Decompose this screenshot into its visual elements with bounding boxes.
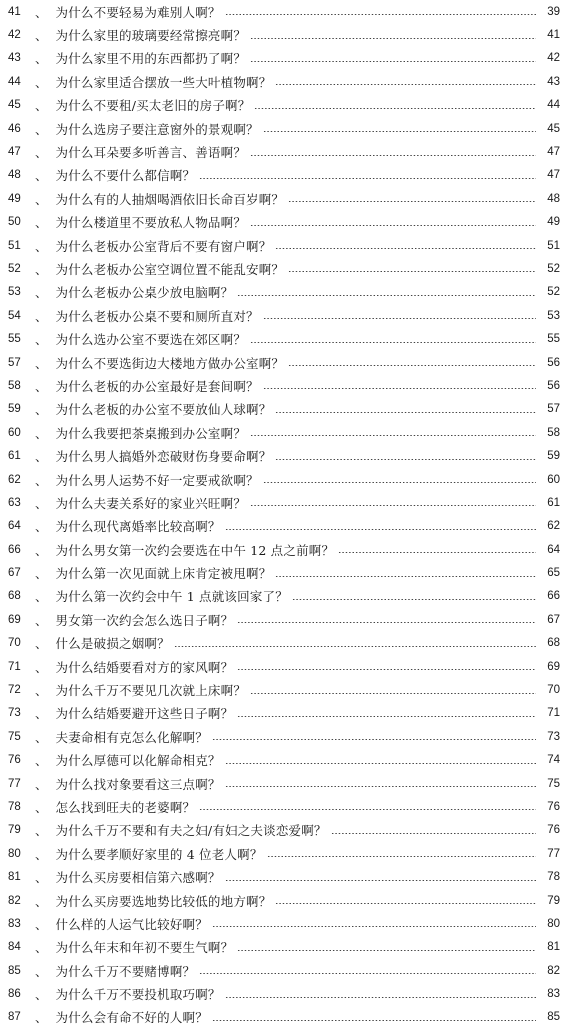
toc-entry-title[interactable]: 为什么男人搞婚外恋破财伤身要命啊？: [55, 449, 272, 465]
toc-dot-leader: [254, 108, 536, 109]
toc-entry-title[interactable]: 为什么第一次见面就上床肯定被甩啊？: [55, 566, 272, 582]
toc-entry[interactable]: [8, 23, 560, 46]
toc-entry[interactable]: [8, 702, 560, 725]
toc-entry-page-number: 44: [547, 99, 560, 112]
toc-dot-leader: [174, 646, 536, 647]
toc-entry[interactable]: [8, 70, 560, 93]
toc-dot-leader: [225, 529, 536, 530]
toc-entry-number: 68: [8, 590, 21, 603]
toc-entry-page-number: 64: [547, 543, 560, 556]
toc-entry-page-number: 73: [547, 730, 560, 743]
toc-entry[interactable]: [8, 936, 560, 959]
toc-entry-number: 54: [8, 309, 21, 322]
toc-entry-number: 76: [8, 754, 21, 767]
toc-entry-separator: 、: [35, 987, 48, 1003]
toc-entry-number: 49: [8, 192, 21, 205]
toc-entry[interactable]: [8, 585, 560, 608]
toc-entry-page-number: 56: [547, 356, 560, 369]
toc-dot-leader: [250, 225, 536, 226]
toc-entry-title[interactable]: 夫妻命相有克怎么化解啊？: [55, 729, 208, 745]
toc-dot-leader: [237, 716, 536, 717]
toc-entry-number: 52: [8, 262, 21, 275]
toc-dot-leader: [199, 973, 536, 974]
toc-entry-separator: 、: [35, 74, 48, 90]
toc-entry[interactable]: [8, 1006, 560, 1029]
toc-dot-leader: [237, 669, 536, 670]
toc-entry-number: 63: [8, 496, 21, 509]
toc-entry[interactable]: [8, 912, 560, 935]
toc-dot-leader: [225, 14, 536, 15]
toc-entry[interactable]: [8, 234, 560, 257]
toc-entry-separator: 、: [35, 285, 48, 301]
toc-dot-leader: [263, 131, 536, 132]
toc-entry-separator: 、: [35, 963, 48, 979]
toc-entry[interactable]: [8, 444, 560, 467]
toc-entry-title[interactable]: 为什么我要把茶桌搬到办公室啊？: [55, 425, 247, 441]
toc-entry-title[interactable]: 为什么第一次约会中午 1 点就该回家了？: [55, 589, 288, 605]
toc-entry-number: 57: [8, 356, 21, 369]
toc-entry[interactable]: [8, 491, 560, 514]
toc-entry[interactable]: [8, 327, 560, 350]
toc-entry-title[interactable]: 为什么千万不要投机取巧啊？: [55, 987, 221, 1003]
toc-entry-page-number: 80: [547, 917, 560, 930]
toc-entry-page-number: 43: [547, 75, 560, 88]
toc-dot-leader: [225, 786, 536, 787]
toc-entry-separator: 、: [35, 98, 48, 114]
toc-entry[interactable]: [8, 561, 560, 584]
toc-entry-separator: 、: [35, 753, 48, 769]
toc-entry-number: 87: [8, 1011, 21, 1024]
toc-entry-page-number: 74: [547, 754, 560, 767]
toc-entry-separator: 、: [35, 332, 48, 348]
toc-entry-number: 44: [8, 75, 21, 88]
toc-entry[interactable]: [8, 468, 560, 491]
toc-entry-title[interactable]: 为什么老板办公室背后不要有窗户啊？: [55, 238, 272, 254]
toc-entry-page-number: 49: [547, 216, 560, 229]
toc-entry-page-number: 59: [547, 450, 560, 463]
toc-entry-title[interactable]: 为什么楼道里不要放私人物品啊？: [55, 215, 247, 231]
toc-entry-page-number: 45: [547, 122, 560, 135]
toc-entry-page-number: 41: [547, 29, 560, 42]
toc-entry-title[interactable]: 为什么买房要相信第六感啊？: [55, 870, 221, 886]
toc-entry-separator: 、: [35, 402, 48, 418]
toc-entry-separator: 、: [35, 191, 48, 207]
toc-entry-number: 48: [8, 169, 21, 182]
toc-entry-page-number: 76: [547, 824, 560, 837]
toc-entry-title[interactable]: 为什么厚德可以化解命相克？: [55, 753, 221, 769]
toc-entry-number: 41: [8, 5, 21, 18]
toc-entry[interactable]: [8, 398, 560, 421]
toc-entry[interactable]: [8, 889, 560, 912]
toc-entry-number: 69: [8, 613, 21, 626]
toc-entry-title[interactable]: 为什么要孝顺好家里的 4 位老人啊？: [55, 846, 263, 862]
toc-entry-page-number: 52: [547, 286, 560, 299]
toc-entry-title[interactable]: 为什么选房子要注意窗外的景观啊？: [55, 121, 259, 137]
toc-entry-number: 60: [8, 426, 21, 439]
toc-entry-number: 72: [8, 684, 21, 697]
toc-entry-separator: 、: [35, 636, 48, 652]
toc-entry[interactable]: [8, 842, 560, 865]
toc-entry-title[interactable]: 为什么夫妻关系好的家业兴旺啊？: [55, 495, 247, 511]
toc-entry-number: 80: [8, 847, 21, 860]
toc-entry-number: 45: [8, 99, 21, 112]
toc-entry[interactable]: [8, 164, 560, 187]
toc-entry[interactable]: [8, 632, 560, 655]
toc-entry-separator: 、: [35, 799, 48, 815]
toc-entry[interactable]: [8, 374, 560, 397]
toc-entry-separator: 、: [35, 893, 48, 909]
toc-entry-separator: 、: [35, 519, 48, 535]
toc-dot-leader: [225, 997, 536, 998]
toc-entry-separator: 、: [35, 683, 48, 699]
toc-dot-leader: [212, 926, 536, 927]
toc-entry[interactable]: [8, 982, 560, 1005]
toc-entry-title[interactable]: 为什么结婚要看对方的家风啊？: [55, 659, 234, 675]
table-of-contents: [8, 0, 560, 1026]
toc-entry[interactable]: [8, 421, 560, 444]
toc-entry-number: 86: [8, 988, 21, 1001]
toc-entry-number: 43: [8, 52, 21, 65]
toc-entry-number: 67: [8, 567, 21, 580]
toc-entry-page-number: 68: [547, 637, 560, 650]
toc-dot-leader: [275, 459, 536, 460]
toc-entry-page-number: 75: [547, 777, 560, 790]
toc-dot-leader: [288, 365, 536, 366]
toc-entry-page-number: 81: [547, 941, 560, 954]
toc-entry-page-number: 51: [547, 239, 560, 252]
toc-entry[interactable]: [8, 0, 560, 23]
toc-entry-number: 85: [8, 964, 21, 977]
toc-entry-number: 62: [8, 473, 21, 486]
toc-entry-title[interactable]: 为什么结婚要避开这些日子啊？: [55, 706, 234, 722]
toc-entry-title[interactable]: 怎么找到旺夫的老婆啊？: [55, 799, 196, 815]
toc-entry[interactable]: [8, 678, 560, 701]
toc-entry-title[interactable]: 为什么不要轻易为难别人啊？: [55, 4, 221, 20]
toc-entry[interactable]: [8, 772, 560, 795]
toc-entry-separator: 、: [35, 215, 48, 231]
toc-entry-title[interactable]: 什么是破损之姻啊？: [55, 636, 170, 652]
toc-entry-separator: 、: [35, 51, 48, 67]
toc-entry-title[interactable]: 为什么家里的玻璃要经常擦亮啊？: [55, 28, 247, 44]
toc-entry[interactable]: [8, 304, 560, 327]
toc-entry-number: 82: [8, 894, 21, 907]
toc-entry-page-number: 66: [547, 590, 560, 603]
toc-entry-title[interactable]: 为什么不要租/买太老旧的房子啊？: [55, 98, 251, 114]
toc-dot-leader: [267, 856, 536, 857]
toc-entry[interactable]: [8, 538, 560, 561]
toc-dot-leader: [250, 155, 536, 156]
toc-entry-title[interactable]: 为什么老板办公桌不要和厕所直对？: [55, 308, 259, 324]
toc-dot-leader: [225, 880, 536, 881]
toc-dot-leader: [237, 950, 536, 951]
toc-entry-page-number: 60: [547, 473, 560, 486]
toc-entry-page-number: 69: [547, 660, 560, 673]
toc-dot-leader: [288, 271, 536, 272]
toc-entry-separator: 、: [35, 308, 48, 324]
toc-entry-title[interactable]: 为什么不要什么都信啊？: [55, 168, 196, 184]
toc-dot-leader: [263, 318, 536, 319]
toc-dot-leader: [237, 295, 536, 296]
toc-entry-page-number: 42: [547, 52, 560, 65]
toc-entry-page-number: 71: [547, 707, 560, 720]
toc-entry-page-number: 70: [547, 684, 560, 697]
toc-entry-title[interactable]: 为什么会有命不好的人啊？: [55, 1010, 208, 1026]
toc-entry[interactable]: [8, 819, 560, 842]
toc-entry-separator: 、: [35, 238, 48, 254]
toc-entry-number: 64: [8, 520, 21, 533]
toc-entry-title[interactable]: 为什么男人运势不好一定要戒欲啊？: [55, 472, 259, 488]
toc-entry-number: 51: [8, 239, 21, 252]
toc-dot-leader: [263, 482, 536, 483]
toc-entry-number: 81: [8, 871, 21, 884]
toc-entry-page-number: 53: [547, 309, 560, 322]
toc-entry[interactable]: [8, 725, 560, 748]
toc-entry-number: 50: [8, 216, 21, 229]
toc-dot-leader: [275, 248, 536, 249]
toc-entry-separator: 、: [35, 940, 48, 956]
toc-entry[interactable]: [8, 351, 560, 374]
toc-dot-leader: [250, 38, 536, 39]
toc-entry-page-number: 62: [547, 520, 560, 533]
toc-entry-page-number: 48: [547, 192, 560, 205]
toc-entry[interactable]: [8, 515, 560, 538]
toc-entry-number: 78: [8, 800, 21, 813]
toc-entry-separator: 、: [35, 870, 48, 886]
toc-entry-title[interactable]: 为什么耳朵要多听善言、善语啊？: [55, 145, 247, 161]
toc-entry-title[interactable]: 为什么家里不用的东西都扔了啊？: [55, 51, 247, 67]
toc-entry-number: 66: [8, 543, 21, 556]
toc-entry-page-number: 55: [547, 333, 560, 346]
toc-entry[interactable]: [8, 47, 560, 70]
toc-entry-number: 59: [8, 403, 21, 416]
toc-entry-separator: 、: [35, 168, 48, 184]
toc-entry-separator: 、: [35, 495, 48, 511]
toc-entry-number: 70: [8, 637, 21, 650]
toc-entry-separator: 、: [35, 472, 48, 488]
toc-entry-number: 55: [8, 333, 21, 346]
toc-entry-title[interactable]: 为什么年末和年初不要生气啊？: [55, 940, 234, 956]
toc-dot-leader: [250, 693, 536, 694]
toc-entry-title[interactable]: 为什么千万不要见几次就上床啊？: [55, 683, 247, 699]
toc-entry-page-number: 79: [547, 894, 560, 907]
toc-entry[interactable]: [8, 795, 560, 818]
toc-entry-separator: 、: [35, 261, 48, 277]
toc-entry-separator: 、: [35, 4, 48, 20]
toc-dot-leader: [237, 622, 536, 623]
toc-entry[interactable]: [8, 865, 560, 888]
toc-entry-separator: 、: [35, 589, 48, 605]
toc-entry-number: 75: [8, 730, 21, 743]
toc-entry-separator: 、: [35, 28, 48, 44]
toc-entry-title[interactable]: 为什么老板的办公室最好是套间啊？: [55, 378, 259, 394]
toc-dot-leader: [212, 739, 536, 740]
toc-dot-leader: [275, 903, 536, 904]
toc-entry-separator: 、: [35, 145, 48, 161]
toc-entry-separator: 、: [35, 378, 48, 394]
toc-dot-leader: [338, 552, 536, 553]
toc-entry-title[interactable]: 为什么家里适合摆放一些大叶植物啊？: [55, 74, 272, 90]
toc-entry-separator: 、: [35, 729, 48, 745]
toc-entry-page-number: 65: [547, 567, 560, 580]
toc-entry-title[interactable]: 为什么千万不要赌博啊？: [55, 963, 196, 979]
toc-dot-leader: [275, 412, 536, 413]
toc-entry-title[interactable]: 为什么现代离婚率比较高啊？: [55, 519, 221, 535]
toc-entry-page-number: 57: [547, 403, 560, 416]
toc-entry-title[interactable]: 什么样的人运气比较好啊？: [55, 916, 208, 932]
toc-entry-title[interactable]: 为什么老板办公室空调位置不能乱安啊？: [55, 261, 285, 277]
toc-entry-title[interactable]: 为什么有的人抽烟喝酒依旧长命百岁啊？: [55, 191, 285, 207]
toc-dot-leader: [250, 61, 536, 62]
toc-entry-title[interactable]: 为什么千万不要和有夫之妇/有妇之夫谈恋爱啊？: [55, 823, 327, 839]
toc-entry[interactable]: [8, 140, 560, 163]
toc-entry-separator: 、: [35, 659, 48, 675]
toc-entry-page-number: 78: [547, 871, 560, 884]
toc-entry-number: 61: [8, 450, 21, 463]
toc-entry[interactable]: [8, 94, 560, 117]
toc-dot-leader: [275, 576, 536, 577]
toc-entry-title[interactable]: 为什么老板办公桌少放电脑啊？: [55, 285, 234, 301]
toc-entry[interactable]: [8, 187, 560, 210]
toc-dot-leader: [275, 84, 536, 85]
toc-entry-separator: 、: [35, 425, 48, 441]
toc-entry-number: 79: [8, 824, 21, 837]
toc-entry-separator: 、: [35, 776, 48, 792]
toc-entry[interactable]: [8, 117, 560, 140]
toc-entry-page-number: 39: [547, 5, 560, 18]
toc-entry-number: 77: [8, 777, 21, 790]
toc-entry-separator: 、: [35, 542, 48, 558]
toc-entry-page-number: 82: [547, 964, 560, 977]
toc-entry-title[interactable]: 为什么不要选街边大楼地方做办公室啊？: [55, 355, 285, 371]
toc-entry-title[interactable]: 为什么老板的办公室不要放仙人球啊？: [55, 402, 272, 418]
toc-entry-page-number: 77: [547, 847, 560, 860]
toc-entry-title[interactable]: 为什么选办公室不要选在郊区啊？: [55, 332, 247, 348]
toc-entry-number: 42: [8, 29, 21, 42]
toc-entry[interactable]: [8, 959, 560, 982]
toc-entry-number: 46: [8, 122, 21, 135]
toc-dot-leader: [199, 809, 536, 810]
toc-entry-title[interactable]: 为什么男女第一次约会要选在中午 12 点之前啊？: [55, 542, 335, 558]
toc-entry[interactable]: [8, 257, 560, 280]
toc-entry-separator: 、: [35, 1010, 48, 1026]
toc-entry-page-number: 83: [547, 988, 560, 1001]
toc-entry-separator: 、: [35, 846, 48, 862]
toc-entry[interactable]: [8, 281, 560, 304]
toc-entry-number: 58: [8, 379, 21, 392]
toc-entry[interactable]: [8, 608, 560, 631]
toc-entry-page-number: 85: [547, 1011, 560, 1024]
toc-entry-separator: 、: [35, 566, 48, 582]
toc-dot-leader: [292, 599, 536, 600]
toc-dot-leader: [199, 178, 536, 179]
toc-entry-number: 53: [8, 286, 21, 299]
toc-entry-page-number: 76: [547, 800, 560, 813]
toc-entry-title[interactable]: 为什么找对象要看这三点啊？: [55, 776, 221, 792]
toc-entry-title[interactable]: 男女第一次约会怎么选日子啊？: [55, 612, 234, 628]
toc-entry-number: 73: [8, 707, 21, 720]
toc-entry[interactable]: [8, 749, 560, 772]
toc-entry-separator: 、: [35, 121, 48, 137]
toc-entry-number: 71: [8, 660, 21, 673]
toc-entry-separator: 、: [35, 823, 48, 839]
toc-entry-separator: 、: [35, 449, 48, 465]
toc-entry-separator: 、: [35, 355, 48, 371]
toc-dot-leader: [212, 1020, 536, 1021]
toc-entry-number: 84: [8, 941, 21, 954]
toc-entry-title[interactable]: 为什么买房要选地势比较低的地方啊？: [55, 893, 272, 909]
toc-dot-leader: [250, 505, 536, 506]
toc-entry-page-number: 61: [547, 496, 560, 509]
toc-dot-leader: [225, 763, 536, 764]
toc-dot-leader: [263, 388, 536, 389]
toc-dot-leader: [288, 201, 536, 202]
toc-dot-leader: [250, 435, 536, 436]
toc-entry-page-number: 47: [547, 146, 560, 159]
toc-entry-page-number: 52: [547, 262, 560, 275]
toc-entry[interactable]: [8, 211, 560, 234]
toc-dot-leader: [331, 833, 536, 834]
toc-entry-page-number: 58: [547, 426, 560, 439]
toc-entry-page-number: 56: [547, 379, 560, 392]
toc-entry-page-number: 47: [547, 169, 560, 182]
toc-entry-number: 83: [8, 917, 21, 930]
toc-dot-leader: [250, 342, 536, 343]
toc-entry-separator: 、: [35, 916, 48, 932]
toc-entry-page-number: 67: [547, 613, 560, 626]
toc-entry-separator: 、: [35, 612, 48, 628]
toc-entry-number: 47: [8, 146, 21, 159]
toc-entry[interactable]: [8, 655, 560, 678]
toc-entry-separator: 、: [35, 706, 48, 722]
